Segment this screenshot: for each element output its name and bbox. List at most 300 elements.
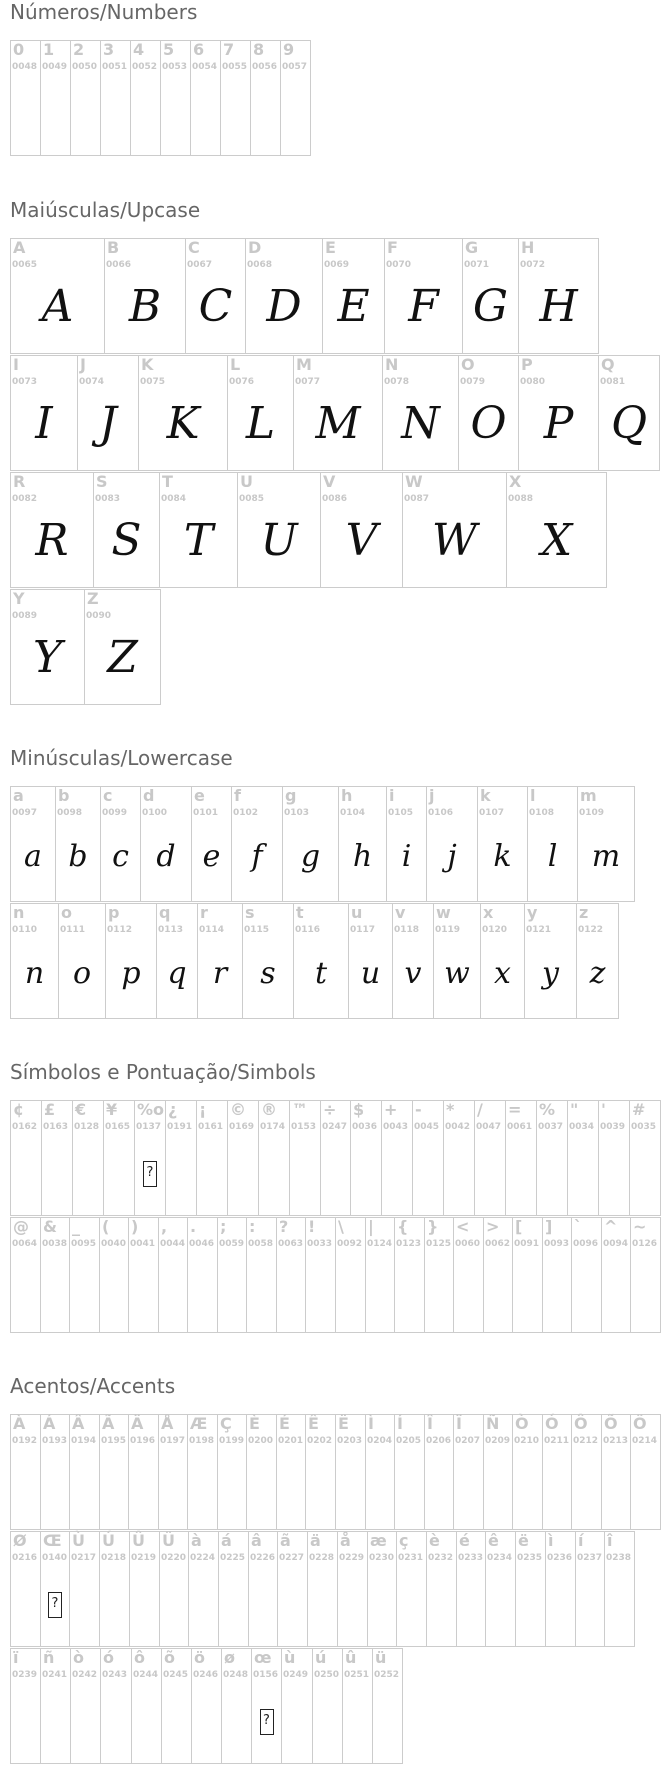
glyph-cell (10, 1217, 41, 1333)
glyph-character: Y (13, 589, 25, 608)
glyph-character: 6 (193, 40, 205, 59)
glyph-code: 0174 (260, 1122, 286, 1132)
glyph-preview: G (472, 281, 509, 332)
glyph-character: X (509, 472, 522, 491)
glyph-preview: E (337, 281, 370, 332)
glyph-cell (246, 1217, 277, 1333)
glyph-cell (307, 1531, 338, 1647)
glyph-cell (305, 1217, 336, 1333)
glyph-character: £ (44, 1100, 56, 1119)
glyph-character: / (477, 1100, 483, 1119)
glyph-cell (348, 903, 393, 1019)
glyph-character: à (191, 1531, 202, 1550)
glyph-character: Ó (545, 1414, 559, 1433)
glyph-code: 0153 (291, 1122, 317, 1132)
glyph-cell (424, 1414, 454, 1530)
glyph-code: 0063 (278, 1239, 304, 1249)
glyph-cell (453, 1414, 484, 1530)
glyph-character: N (385, 355, 399, 374)
glyph-character: L (230, 355, 241, 374)
glyph-code: 0091 (514, 1239, 540, 1249)
glyph-character: i (389, 786, 395, 805)
glyph-code: 0049 (42, 62, 68, 72)
glyph-preview: J (99, 398, 117, 449)
glyph-code: 0214 (632, 1436, 658, 1446)
glyph-character: í (578, 1531, 584, 1550)
glyph-code: 0209 (485, 1436, 511, 1446)
glyph-character: } (427, 1217, 439, 1236)
glyph-cell (545, 1531, 576, 1647)
glyph-character: ' (601, 1100, 606, 1119)
glyph-character: c (103, 786, 113, 805)
glyph-cell (320, 1100, 351, 1216)
glyph-code: 0041 (130, 1239, 156, 1249)
glyph-code: 0248 (223, 1670, 249, 1680)
glyph-cell (10, 1531, 41, 1647)
glyph-preview: N (401, 398, 440, 449)
glyph-character: á (221, 1531, 232, 1550)
glyph-code: 0219 (131, 1553, 157, 1563)
glyph-preview: s (260, 956, 276, 991)
glyph-character: 5 (163, 40, 175, 59)
glyph-row (10, 1217, 660, 1333)
glyph-code: 0243 (102, 1670, 128, 1680)
glyph-code: 0201 (278, 1436, 304, 1446)
glyph-preview: k (493, 839, 512, 874)
glyph-cell (542, 1217, 572, 1333)
glyph-code: 0039 (600, 1122, 626, 1132)
glyph-row (10, 1531, 634, 1647)
glyph-character: p (108, 903, 120, 922)
glyph-code: 0092 (337, 1239, 363, 1249)
glyph-character: Â (72, 1414, 85, 1433)
glyph-code: 0115 (244, 925, 270, 935)
glyph-code: 0080 (520, 377, 546, 387)
glyph-preview: o (72, 956, 92, 991)
glyph-character: * (446, 1100, 455, 1119)
glyph-cell (140, 786, 192, 902)
glyph-character: 9 (283, 40, 295, 59)
glyph-character: © (230, 1100, 246, 1119)
glyph-cell (128, 1217, 159, 1333)
glyph-code: 0195 (101, 1436, 127, 1446)
glyph-character: F (387, 238, 398, 257)
glyph-preview: h (352, 839, 373, 874)
glyph-cell (237, 472, 321, 588)
glyph-cell (158, 1414, 188, 1530)
glyph-code: 0098 (57, 808, 83, 818)
glyph-code: 0163 (43, 1122, 69, 1132)
glyph-character: Ü (162, 1531, 175, 1550)
glyph-character: Ò (515, 1414, 529, 1433)
glyph-preview: i (401, 839, 412, 874)
section-title: Números/Numbers (10, 0, 198, 24)
glyph-code: 0096 (573, 1239, 599, 1249)
glyph-cell (10, 238, 105, 354)
glyph-cell (381, 1100, 413, 1216)
glyph-character: ~ (633, 1217, 647, 1236)
glyph-code: 0083 (95, 494, 121, 504)
glyph-code: 0078 (384, 377, 410, 387)
glyph-preview: T (183, 515, 214, 566)
glyph-character: ) (131, 1217, 139, 1236)
glyph-character: œ (254, 1648, 272, 1667)
glyph-cell (187, 1414, 218, 1530)
glyph-character: 7 (223, 40, 235, 59)
glyph-cell (69, 1217, 100, 1333)
glyph-cell (282, 786, 339, 902)
glyph-cell (158, 1217, 188, 1333)
glyph-cell (474, 1100, 506, 1216)
glyph-code: 0232 (428, 1553, 454, 1563)
glyph-cell (456, 1531, 486, 1647)
glyph-preview: R (35, 515, 69, 566)
glyph-character: ã (280, 1531, 291, 1550)
glyph-code: 0119 (435, 925, 461, 935)
glyph-code: 0123 (396, 1239, 422, 1249)
glyph-character: ¡ (199, 1100, 207, 1119)
glyph-code: 0089 (12, 611, 38, 621)
glyph-character: : (249, 1217, 256, 1236)
glyph-preview: t (314, 956, 328, 991)
glyph-cell (483, 1217, 513, 1333)
glyph-character: ø (224, 1648, 235, 1667)
glyph-cell (99, 1217, 129, 1333)
glyph-character: é (459, 1531, 470, 1550)
glyph-cell (10, 903, 59, 1019)
glyph-preview: W (431, 515, 478, 566)
glyph-character: Î (427, 1414, 433, 1433)
glyph-preview: q (167, 956, 187, 991)
glyph-character: ò (73, 1648, 84, 1667)
glyph-code: 0081 (600, 377, 626, 387)
glyph-cell (191, 1648, 222, 1764)
glyph-character: J (80, 355, 86, 374)
glyph-character: R (13, 472, 26, 491)
glyph-cell (402, 472, 507, 588)
glyph-code: 0216 (12, 1553, 38, 1563)
glyph-character: Ñ (486, 1414, 500, 1433)
glyph-code: 0197 (160, 1436, 186, 1446)
glyph-code: 0065 (12, 260, 38, 270)
glyph-character: G (465, 238, 479, 257)
glyph-character: w (436, 903, 451, 922)
glyph-cell (217, 1217, 247, 1333)
glyph-code: 0117 (350, 925, 376, 935)
glyph-code: 0095 (71, 1239, 97, 1249)
glyph-code: 0085 (239, 494, 265, 504)
glyph-cell (305, 1414, 336, 1530)
glyph-cell (103, 1100, 135, 1216)
glyph-cell (10, 472, 94, 588)
missing-glyph-box: ? (143, 1161, 157, 1187)
glyph-cell (462, 238, 519, 354)
glyph-cell (337, 1531, 368, 1647)
glyph-character: ? (279, 1217, 289, 1236)
section-title: Símbolos e Pontuação/Simbols (10, 1060, 316, 1084)
glyph-character: y (527, 903, 538, 922)
glyph-character: A (13, 238, 26, 257)
glyph-code: 0106 (428, 808, 454, 818)
glyph-code: 0203 (337, 1436, 363, 1446)
glyph-cell (505, 1100, 537, 1216)
glyph-code: 0043 (383, 1122, 409, 1132)
glyph-code: 0194 (71, 1436, 97, 1446)
glyph-cell (524, 903, 577, 1019)
glyph-character: ì (548, 1531, 554, 1550)
glyph-code: 0234 (487, 1553, 513, 1563)
glyph-preview: Q (610, 398, 648, 449)
glyph-cell (10, 355, 78, 471)
glyph-cell (220, 40, 251, 156)
glyph-code: 0239 (12, 1670, 38, 1680)
glyph-cell (40, 1414, 70, 1530)
glyph-code: 0193 (42, 1436, 68, 1446)
glyph-cell (515, 1531, 546, 1647)
glyph-code: 0040 (101, 1239, 127, 1249)
section-title: Acentos/Accents (10, 1374, 176, 1398)
glyph-character: D (248, 238, 262, 257)
glyph-code: 0045 (414, 1122, 440, 1132)
glyph-character: " (570, 1100, 579, 1119)
glyph-code: 0086 (322, 494, 348, 504)
glyph-cell (453, 1217, 484, 1333)
glyph-preview: U (260, 515, 298, 566)
glyph-character: S (96, 472, 108, 491)
glyph-cell (443, 1100, 475, 1216)
glyph-code: 0211 (544, 1436, 570, 1446)
glyph-character: P (521, 355, 533, 374)
glyph-code: 0060 (455, 1239, 481, 1249)
glyph-row (10, 1100, 660, 1216)
glyph-character: Û (132, 1531, 145, 1550)
glyph-preview: Z (107, 632, 138, 683)
glyph-cell (293, 903, 349, 1019)
glyph-cell (218, 1531, 249, 1647)
glyph-character: ó (103, 1648, 114, 1667)
glyph-character: Ã (102, 1414, 115, 1433)
glyph-character: ™ (292, 1100, 308, 1119)
glyph-cell (289, 1100, 321, 1216)
glyph-cell (281, 1648, 313, 1764)
glyph-preview: x (494, 956, 511, 991)
glyph-cell (293, 355, 383, 471)
glyph-preview: c (112, 839, 129, 874)
glyph-cell (412, 1100, 444, 1216)
glyph-code: 0102 (233, 808, 259, 818)
glyph-cell (248, 1531, 278, 1647)
glyph-character: 1 (43, 40, 55, 59)
glyph-row (10, 355, 659, 471)
glyph-preview: n (24, 956, 45, 991)
glyph-code: 0050 (72, 62, 98, 72)
glyph-cell (93, 472, 160, 588)
glyph-cell (100, 1648, 132, 1764)
glyph-character: C (188, 238, 200, 257)
glyph-code: 0055 (222, 62, 248, 72)
glyph-code: 0084 (161, 494, 187, 504)
glyph-character: z (579, 903, 589, 922)
glyph-code: 0244 (133, 1670, 159, 1680)
glyph-code: 0224 (190, 1553, 216, 1563)
glyph-cell (217, 1414, 247, 1530)
glyph-character: 4 (133, 40, 145, 59)
glyph-code: 0052 (132, 62, 158, 72)
glyph-character: Ú (102, 1531, 115, 1550)
glyph-character: . (190, 1217, 197, 1236)
glyph-code: 0165 (105, 1122, 131, 1132)
glyph-character: @ (13, 1217, 29, 1236)
glyph-cell (424, 1217, 454, 1333)
glyph-row (10, 238, 598, 354)
glyph-cell (365, 1217, 395, 1333)
glyph-character: û (345, 1648, 357, 1667)
glyph-cell (604, 1531, 635, 1647)
glyph-character: Ë (338, 1414, 349, 1433)
glyph-preview: L (245, 398, 276, 449)
glyph-cell (312, 1648, 343, 1764)
glyph-row (10, 786, 634, 902)
glyph-cell (69, 1531, 100, 1647)
glyph-code: 0140 (42, 1553, 68, 1563)
glyph-cell (350, 1100, 382, 1216)
glyph-code: 0161 (198, 1122, 224, 1132)
glyph-cell (58, 903, 106, 1019)
glyph-character: À (13, 1414, 26, 1433)
glyph-code: 0199 (219, 1436, 245, 1446)
glyph-cell (129, 1531, 160, 1647)
glyph-code: 0099 (102, 808, 128, 818)
glyph-cell (185, 238, 246, 354)
glyph-preview: H (539, 281, 578, 332)
glyph-character: M (296, 355, 312, 374)
glyph-preview: z (589, 956, 606, 991)
glyph-cell (367, 1531, 397, 1647)
glyph-code: 0034 (569, 1122, 595, 1132)
glyph-character: I (13, 355, 19, 374)
glyph-character: V (323, 472, 336, 491)
glyph-code: 0156 (253, 1670, 279, 1680)
glyph-code: 0121 (526, 925, 552, 935)
glyph-cell (160, 40, 191, 156)
glyph-cell (598, 355, 660, 471)
glyph-cell (365, 1414, 395, 1530)
glyph-character: j (429, 786, 435, 805)
glyph-character: h (341, 786, 353, 805)
glyph-character: g (285, 786, 297, 805)
glyph-code: 0113 (158, 925, 184, 935)
glyph-code: 0111 (60, 925, 86, 935)
glyph-character: ç (399, 1531, 409, 1550)
glyph-character: > (486, 1217, 500, 1236)
glyph-cell (72, 1100, 104, 1216)
glyph-character: T (162, 472, 173, 491)
glyph-cell (187, 1217, 218, 1333)
glyph-preview: j (447, 839, 457, 874)
glyph-preview: P (543, 398, 574, 449)
glyph-code: 0110 (12, 925, 38, 935)
glyph-preview: I (35, 398, 53, 449)
glyph-character: Ù (72, 1531, 85, 1550)
glyph-character: ¢ (13, 1100, 25, 1119)
glyph-code: 0088 (508, 494, 534, 504)
glyph-cell (477, 786, 528, 902)
glyph-code: 0047 (476, 1122, 502, 1132)
glyph-code: 0112 (107, 925, 133, 935)
glyph-code: 0235 (517, 1553, 543, 1563)
glyph-code: 0124 (367, 1239, 393, 1249)
glyph-cell (396, 1531, 427, 1647)
glyph-cell (575, 1531, 605, 1647)
glyph-code: 0068 (247, 260, 273, 270)
glyph-character: ê (488, 1531, 499, 1550)
glyph-cell (335, 1414, 366, 1530)
glyph-character: a (13, 786, 24, 805)
glyph-cell (426, 786, 478, 902)
glyph-preview: l (547, 839, 558, 874)
glyph-character: 0 (13, 40, 25, 59)
glyph-character: Õ (604, 1414, 618, 1433)
glyph-code: 0082 (12, 494, 38, 504)
glyph-character: , (161, 1217, 168, 1236)
glyph-character: [ (515, 1217, 523, 1236)
glyph-character: u (351, 903, 363, 922)
glyph-code: 0061 (507, 1122, 533, 1132)
glyph-code: 0100 (142, 808, 168, 818)
glyph-character: B (107, 238, 120, 257)
glyph-character: É (279, 1414, 290, 1433)
glyph-cell (433, 903, 481, 1019)
glyph-cell (77, 355, 139, 471)
glyph-code: 0230 (369, 1553, 395, 1563)
glyph-character: t (296, 903, 304, 922)
glyph-character: v (395, 903, 406, 922)
glyph-character: È (249, 1414, 260, 1433)
glyph-code: 0207 (455, 1436, 481, 1446)
glyph-cell (277, 1531, 308, 1647)
glyph-preview: Y (32, 632, 63, 683)
glyph-preview: m (591, 839, 621, 874)
glyph-character: Ø (13, 1531, 27, 1550)
glyph-cell (70, 40, 101, 156)
glyph-cell (196, 1100, 228, 1216)
glyph-code: 0212 (573, 1436, 599, 1446)
glyph-character: m (580, 786, 597, 805)
glyph-cell (394, 1217, 425, 1333)
glyph-preview: S (111, 515, 142, 566)
glyph-cell (134, 1100, 166, 1216)
section-title: Maiúsculas/Upcase (10, 198, 201, 222)
glyph-cell (197, 903, 243, 1019)
glyph-cell (159, 472, 238, 588)
glyph-cell (458, 355, 519, 471)
glyph-code: 0101 (193, 808, 219, 818)
glyph-code: 0200 (248, 1436, 274, 1446)
glyph-character: Æ (190, 1414, 208, 1433)
glyph-code: 0202 (307, 1436, 333, 1446)
glyph-code: 0097 (12, 808, 38, 818)
glyph-code: 0251 (344, 1670, 370, 1680)
glyph-code: 0125 (426, 1239, 452, 1249)
glyph-character: å (340, 1531, 351, 1550)
glyph-cell (69, 1414, 100, 1530)
glyph-code: 0169 (229, 1122, 255, 1132)
glyph-cell (191, 786, 232, 902)
glyph-character: - (415, 1100, 422, 1119)
glyph-character: ë (518, 1531, 529, 1550)
glyph-character: ¥ (106, 1100, 118, 1119)
glyph-cell (138, 355, 228, 471)
